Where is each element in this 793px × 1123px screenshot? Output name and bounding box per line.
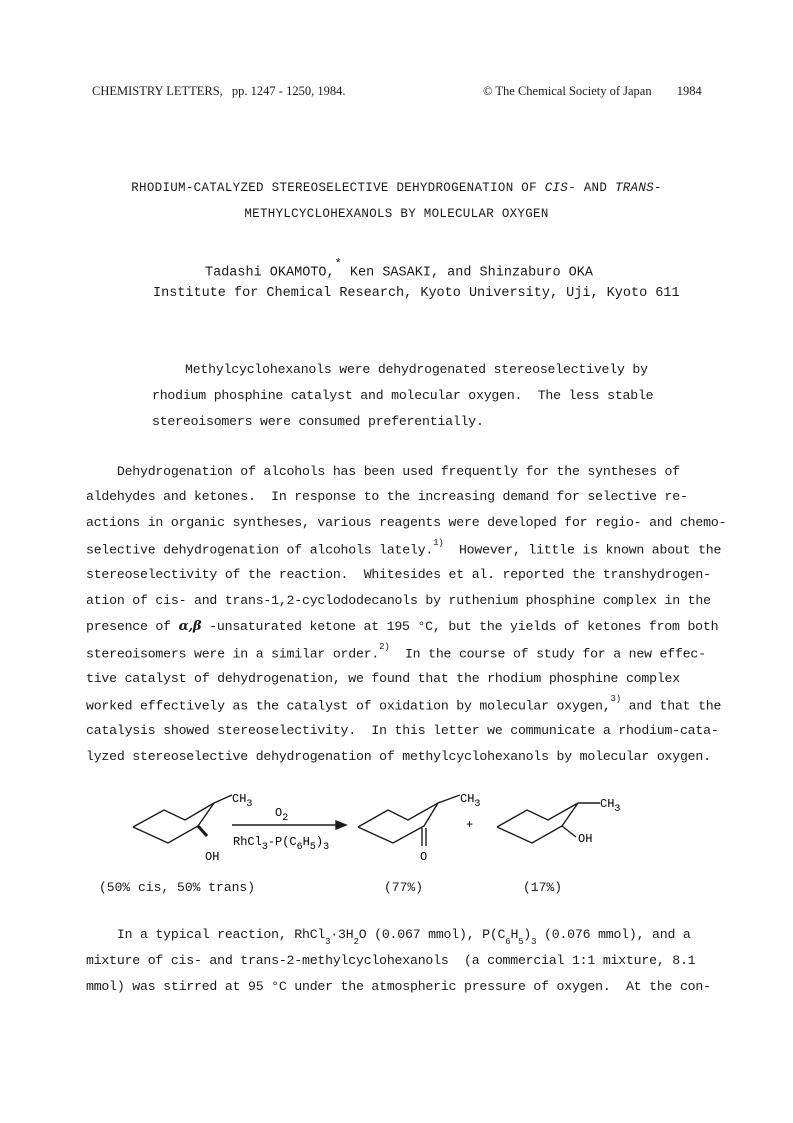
body-line: catalysis showed stereoselectivity. In this letter we communicate a rhodium-cata- xyxy=(86,723,719,738)
body-line: In a typical reaction, $RhCl_3\cdot 3H_2O$ (0.067 mmol), $P(C_6H_5)_3$ (0.076 mmol), and a xyxy=(86,927,691,947)
ref-3: 3) xyxy=(610,694,621,704)
yield-label-product-2: (17%) xyxy=(523,880,563,895)
body-line: selective dehydrogenation of alcohols lately.$^{1)}$ However, little is known about the xyxy=(86,538,722,558)
corresponding-star: * xyxy=(334,257,342,271)
paper-title-line2: METHYLCYCLOHEXANOLS BY MOLECULAR OXYGEN xyxy=(244,207,549,221)
ref-2: 2) xyxy=(379,642,390,652)
yield-label-start: (50% cis, 50% trans) xyxy=(99,880,256,895)
chair-ring-start xyxy=(133,803,214,843)
methyl-bond-start xyxy=(214,795,232,803)
journal-pages: pp. 1247 - 1250, 1984. xyxy=(231,84,346,98)
methyl-label-product-1: $CH_3$ xyxy=(460,792,481,810)
body-line: stereoselectivity of the reaction. Whitesides et al. reported the transhydrogen- xyxy=(86,567,711,582)
methyl-bond-product-1 xyxy=(438,795,460,803)
catalyst-label: $RhCl_3-P(C_6H_5)_3$ xyxy=(233,835,330,853)
carbonyl-o-label: O xyxy=(420,850,428,864)
yield-label-product-1: (77%) xyxy=(384,880,424,895)
body-line: Dehydrogenation of alcohols has been used frequently for the syntheses of xyxy=(86,464,680,479)
body-line: lyzed stereoselective dehydrogenation of methylcyclohexanols by molecular oxygen. xyxy=(86,749,711,764)
copyright-year: 1984 xyxy=(676,84,702,98)
chair-ring-product-2 xyxy=(497,803,578,843)
body-line: aldehydes and ketones. In response to the increasing demand for selective re- xyxy=(86,489,688,504)
body-line: tive catalyst of dehydrogenation, we found that the rhodium phosphine complex xyxy=(86,671,680,686)
body-line: mixture of cis- and trans-2-methylcyclohexanols (a commercial 1:1 mixture, 8.1 xyxy=(86,953,696,968)
ref-1: 1) xyxy=(433,538,444,548)
arrow-head xyxy=(336,821,346,829)
abstract-line: Methylcyclohexanols were dehydrogenated stereoselectively by xyxy=(185,362,648,377)
author-list: Tadashi OKAMOTO,* Ken SASAKI, and Shinzaburo OKA xyxy=(205,257,593,281)
alpha-beta: α,β xyxy=(178,619,202,634)
abstract-line: rhodium phosphine catalyst and molecular oxygen. The less stable xyxy=(152,388,654,403)
methyl-label-product-2: $CH_3$ xyxy=(600,797,621,815)
body-line: actions in organic syntheses, various reagents were developed for regio- and chemo- xyxy=(86,515,727,530)
body-line: presence of α,β -unsaturated ketone at 195 °C, but the yields of ketones from both xyxy=(86,619,719,634)
copyright-text: © The Chemical Society of Japan xyxy=(483,84,652,98)
body-line: worked effectively as the catalyst of oxidation by molecular oxygen,$^{3)}$ and that the xyxy=(86,694,722,714)
body-line: mmol) was stirred at 95 °C under the atmospheric pressure of oxygen. At the con- xyxy=(86,979,711,994)
hydroxyl-label-start: OH xyxy=(205,850,220,864)
plus-sign: + xyxy=(466,818,474,832)
methyl-label-start: $CH_3$ xyxy=(232,792,253,810)
paper-title-line1: RHODIUM-CATALYZED STEREOSELECTIVE DEHYDROGENATION OF CIS- AND TRANS- xyxy=(131,181,662,195)
hydroxyl-label-product-2: OH xyxy=(578,832,593,846)
body-line: stereoisomers were in a similar order.$^{2)}$ In the course of study for a new effec- xyxy=(86,642,706,662)
journal-name: CHEMISTRY LETTERS, xyxy=(92,84,223,98)
copyright-line xyxy=(483,84,702,99)
affiliation: Institute for Chemical Research, Kyoto University, Uji, Kyoto 611 xyxy=(153,286,680,301)
hydroxyl-bond-start xyxy=(198,826,207,836)
hydroxyl-bond-product-2 xyxy=(562,826,576,837)
reaction-scheme xyxy=(0,780,793,890)
journal-header xyxy=(92,84,345,99)
body-line: ation of cis- and trans-1,2-cyclododecanols by ruthenium phosphine complex in the xyxy=(86,593,711,608)
abstract-line: stereoisomers were consumed preferentially. xyxy=(152,414,484,429)
oxygen-reagent: $O_2$ xyxy=(275,806,289,824)
